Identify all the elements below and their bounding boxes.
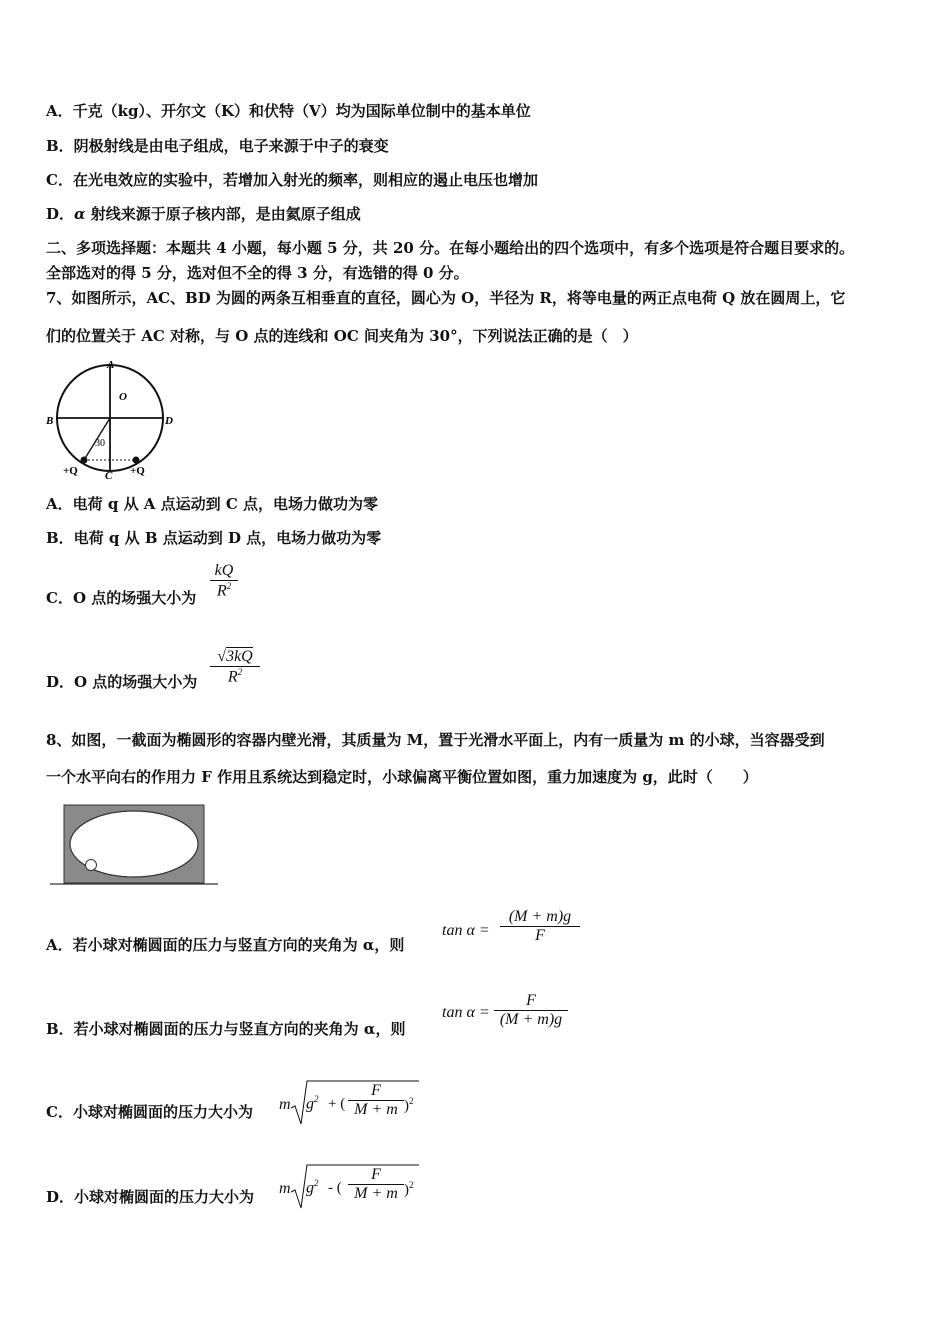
q8-option-a: A．若小球对椭圆面的压力与竖直方向的夹角为 α，则 <box>46 936 405 954</box>
label-a: A <box>107 359 115 371</box>
q8-c-op: + ( <box>328 1096 346 1112</box>
q8-c-m: m <box>279 1096 291 1113</box>
q7-option-b: B．电荷 q 从 B 点运动到 D 点，电场力做功为零 <box>46 529 382 547</box>
q7-circle-figure <box>44 356 184 480</box>
label-angle: 30 <box>95 438 105 449</box>
label-o: O <box>119 391 127 403</box>
q8-stem-line1: 8、如图，一截面为椭圆形的容器内壁光滑，其质量为 M，置于光滑水平面上，内有一质量为 m 的小球，当容器受到 <box>46 731 825 749</box>
q8-c-g: $g^2$ <box>306 1094 319 1113</box>
q7-option-d: D．O 点的场强大小为 <box>46 673 198 691</box>
q6-option-d: D．α 射线来源于原子核内部，是由氦原子组成 <box>46 205 361 223</box>
q7-d-fraction: √3kQ $R^2$ <box>210 648 260 686</box>
q8-d-g: $g^2$ <box>306 1178 319 1197</box>
q8-a-lhs: tan α = <box>442 922 490 939</box>
q8-c-close: )$^2$ <box>404 1096 414 1114</box>
q6-option-b: B．阴极射线是由电子组成，电子来源于中子的衰变 <box>46 137 389 155</box>
small-ball <box>86 860 97 871</box>
q8-c-fraction: F M + m <box>348 1082 404 1119</box>
q8-d-close: )$^2$ <box>404 1180 414 1198</box>
q8-option-d: D．小球对椭圆面的压力大小为 <box>46 1188 255 1206</box>
label-c: C <box>105 470 113 480</box>
q8-stem-line2: 一个水平向右的作用力 F 作用且系统达到稳定时，小球偏离平衡位置如图，重力加速度为 g，此时（ ） <box>46 768 758 786</box>
label-d: D <box>165 415 173 427</box>
q7-stem-line2: 们的位置关于 AC 对称，与 O 点的连线和 OC 间夹角为 30°，下列说法正确的是（ ） <box>46 327 638 345</box>
label-q-right: +Q <box>130 465 145 477</box>
label-b: B <box>46 415 54 427</box>
q8-b-lhs: tan α = <box>442 1004 490 1021</box>
q7-c-fraction: kQ $R^2$ <box>210 562 238 600</box>
q8-option-c: C．小球对椭圆面的压力大小为 <box>46 1103 253 1121</box>
q7-stem-line1: 7、如图所示，AC、BD 为圆的两条互相垂直的直径，圆心为 O，半径为 R，将等电量的两正点电荷 Q 放在圆周上，它 <box>46 289 846 307</box>
q8-container-figure <box>50 803 220 887</box>
q8-d-m: m <box>279 1180 291 1197</box>
q8-d-op: - ( <box>328 1180 342 1196</box>
q8-b-fraction: F (M + m)g <box>494 992 568 1029</box>
q6-option-c: C．在光电效应的实验中，若增加入射光的频率，则相应的遏止电压也增加 <box>46 171 538 189</box>
q8-d-fraction: F M + m <box>348 1166 404 1203</box>
q7-option-c: C．O 点的场强大小为 <box>46 589 197 607</box>
charge-left-dot <box>81 457 88 464</box>
charge-right-dot <box>133 457 140 464</box>
q8-a-fraction: (M + m)g F <box>500 908 580 945</box>
q8-option-b: B．若小球对椭圆面的压力与竖直方向的夹角为 α，则 <box>46 1020 406 1038</box>
label-q-left: +Q <box>63 465 78 477</box>
q6-option-a: A．千克（kg）、开尔文（K）和伏特（V）均为国际单位制中的基本单位 <box>46 102 531 120</box>
section2-note: 全部选对的得 5 分，选对但不全的得 3 分，有选错的得 0 分。 <box>46 264 469 282</box>
q7-option-a: A．电荷 q 从 A 点运动到 C 点，电场力做功为零 <box>46 495 379 513</box>
section2-heading: 二、多项选择题：本题共 4 小题，每小题 5 分，共 20 分。在每小题给出的四个选项中，有多个选项是符合题目要求的。 <box>46 239 855 257</box>
